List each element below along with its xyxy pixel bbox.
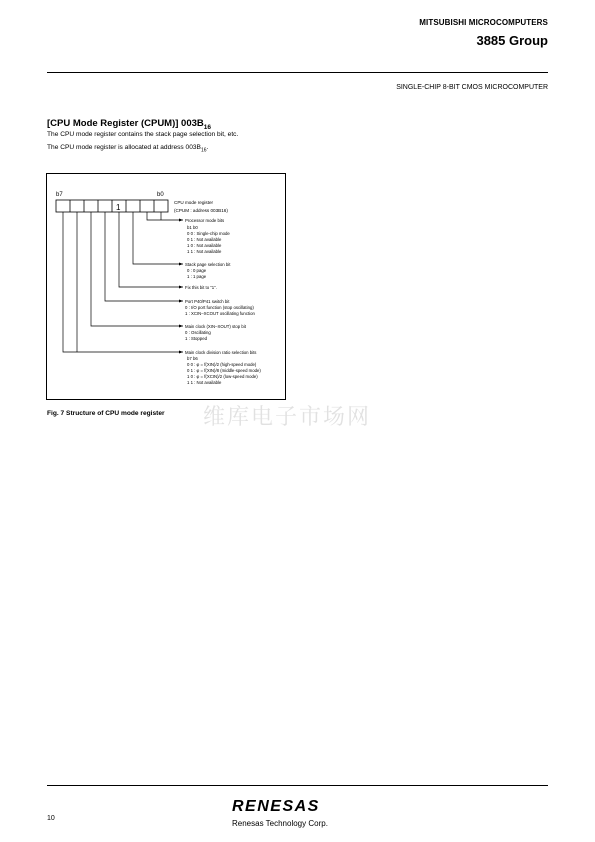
field-title: Main clock (XIN–XOUT) stop bit	[185, 324, 246, 329]
renesas-logo-subtext: Renesas Technology Corp.	[232, 819, 328, 828]
figure-frame	[46, 173, 286, 400]
leader-lines	[63, 212, 183, 352]
field-clock-division	[185, 350, 261, 385]
leader-b1-b0	[147, 212, 183, 220]
field-line: 1 1 : Not available	[187, 249, 222, 254]
field-title: Port P40/P41 switch bit	[185, 299, 230, 304]
register-address: (CPUM : address 003B16)	[174, 208, 228, 213]
field-main-clock-stop	[185, 324, 247, 341]
field-title: Processor mode bits	[185, 218, 225, 223]
leader-b7-b6	[63, 212, 183, 352]
field-line: 1 1 : Not available	[187, 380, 222, 385]
arrow-head	[179, 351, 183, 354]
paragraph-2-subscript: 16	[200, 147, 207, 154]
header-group-title: 3885 Group	[476, 33, 548, 48]
field-line: 1 : XCIN–XCOUT oscillating function	[185, 311, 255, 316]
paragraph-2-end: .	[206, 144, 209, 151]
field-line: 0 : Oscillating	[185, 330, 211, 335]
field-line: 1 : Stopped	[185, 336, 207, 341]
field-stack-page	[185, 262, 231, 279]
register-cells	[56, 200, 168, 212]
field-line: 0 0 : φ = f(XIN)/2 (high-speed mode)	[187, 362, 257, 367]
fixed-bit-value: 1	[116, 203, 121, 212]
field-line: 1 : 1 page	[187, 274, 207, 279]
section-title-text: [CPU Mode Register (CPUM)] 003B	[47, 118, 204, 129]
field-line: 0 1 : φ = f(XIN)/8 (middle-speed mode)	[187, 368, 261, 373]
field-line: 0 1 : Not available	[187, 237, 222, 242]
arrow-head	[179, 325, 183, 328]
leader-b4	[105, 212, 183, 301]
field-fixed-bit	[185, 285, 217, 290]
section-paragraph-1: The CPU mode register contains the stack page selection bit, etc.	[47, 131, 239, 138]
field-title: Stack page selection bit	[185, 262, 231, 267]
field-title: Main clock division ratio selection bits	[185, 350, 257, 355]
watermark: 维库电子市场网	[203, 405, 372, 430]
msb-label: b7	[56, 192, 63, 198]
paragraph-2-text: The CPU mode register is allocated at address 003B	[47, 144, 201, 151]
page-number: 10	[47, 815, 55, 822]
arrow-head	[179, 300, 183, 303]
field-line: 0 0 : Single-chip mode	[187, 231, 230, 236]
register-diagram	[47, 174, 285, 399]
lsb-label: b0	[157, 192, 164, 198]
field-line: 1 0 : Not available	[187, 243, 222, 248]
header-subtitle: SINGLE-CHIP 8-BIT CMOS MICROCOMPUTER	[396, 84, 548, 91]
field-processor-mode	[185, 218, 230, 254]
field-line: 0 : 0 page	[187, 268, 207, 273]
section-title-subscript: 16	[203, 123, 212, 131]
arrow-head	[179, 219, 183, 222]
footer-divider	[47, 785, 548, 786]
arrow-head	[179, 263, 183, 266]
field-line: b1 b0	[187, 225, 198, 230]
register-name: CPU mode register	[174, 200, 214, 205]
renesas-logo: RENESAS	[232, 798, 320, 815]
header-divider	[47, 72, 548, 73]
field-line: 1 0 : φ = f(XCIN)/2 (low-speed mode)	[187, 374, 258, 379]
figure-caption: Fig. 7 Structure of CPU mode register	[47, 410, 165, 417]
leader-b3	[119, 212, 183, 287]
section-title	[47, 118, 211, 131]
field-line: 0 : I/O port function (stop oscillating)	[185, 305, 254, 310]
header-brand: MITSUBISHI MICROCOMPUTERS	[419, 18, 548, 27]
section-paragraph-2	[47, 144, 208, 153]
field-title: Fix this bit to “1”.	[185, 285, 217, 290]
arrow-head	[179, 286, 183, 289]
field-line: b7 b6	[187, 356, 198, 361]
field-port-switch	[185, 299, 256, 316]
arrow-heads	[179, 219, 183, 354]
